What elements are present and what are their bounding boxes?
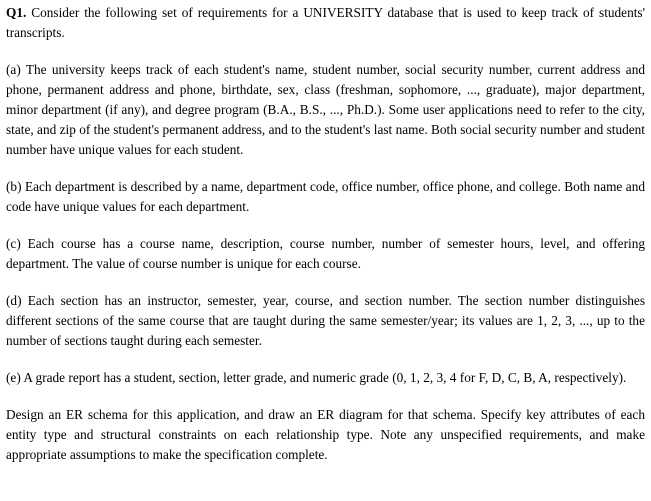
question-number: Q1.: [6, 5, 27, 20]
requirement-e: (e) A grade report has a student, section, letter grade, and numeric grade (0, 1, 2, 3, 4 for F, D, C, B, A, respectively).: [6, 370, 627, 385]
requirement-b: (b) Each department is described by a name, department code, office number, office phone, and college. Both name and code have unique values for each department.: [6, 179, 645, 214]
question-intro: [6, 3, 645, 43]
requirement-c: (c) Each course has a course name, description, course number, number of semester hours, level, and offering department. The value of course number is unique for each course.: [6, 236, 645, 271]
task-instructions: Design an ER schema for this application, and draw an ER diagram for that schema. Specify key attributes of each entity type and structural constraints on each relationship type. Note any unspecified requirements, and make appropriate assumptions to make the specification complete.: [6, 407, 645, 462]
requirement-d: (d) Each section has an instructor, semester, year, course, and section number. The section number distinguishes different sections of the same course that are taught during the same semester/year; its values are 1, 2, 3, ..., up to the number of sections taught during each semester.: [6, 293, 645, 348]
question-intro-text: Consider the following set of requirements for a UNIVERSITY database that is used to keep track of students' transcripts.: [6, 5, 645, 40]
requirement-a: (a) The university keeps track of each student's name, student number, social security number, current address and phone, permanent address and phone, birthdate, sex, class (freshman, sophomore, ..., graduate), major department, minor department (if any), and degree program (B.A., B.S., ..., Ph.D.). Some user applications need to refer to the city, state, and zip of the student's permanent address, and to the student's last name. Both social security number and student number have unique values for each student.: [6, 62, 645, 157]
